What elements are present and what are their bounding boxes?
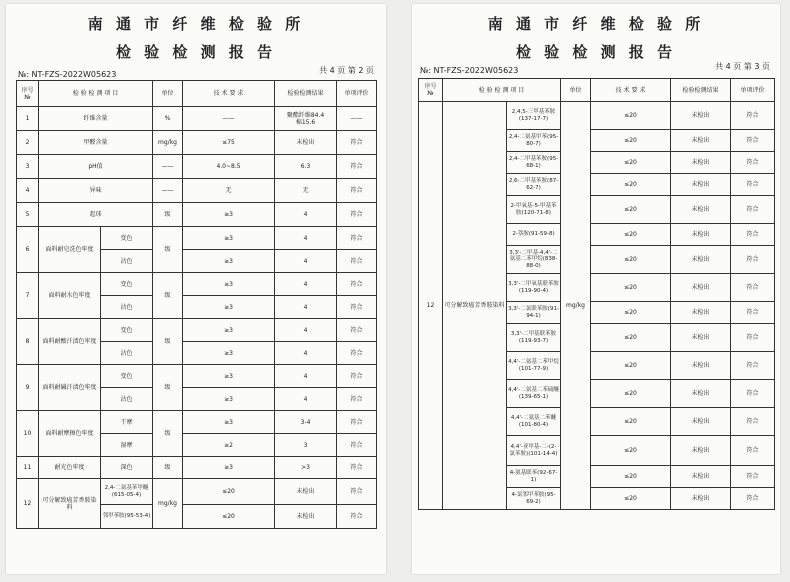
col-no: 序号 №: [17, 81, 39, 107]
row-unit: mg/kg: [153, 479, 183, 529]
row-result: 未检出: [671, 380, 731, 408]
row-no: 7: [17, 273, 39, 319]
row-result: 未检出: [671, 274, 731, 302]
row-requirement: ≤20: [591, 224, 671, 246]
table-header-row: [419, 79, 775, 102]
row-no: 1: [17, 107, 39, 131]
row-requirement: 无: [183, 179, 275, 203]
row-result: 未检出: [671, 324, 731, 352]
row-evaluation: 符合: [731, 130, 775, 152]
row-result: 未检出: [671, 302, 731, 324]
row-evaluation: 符合: [337, 434, 377, 457]
row-subitem: 4,4'-二氨基二苯硫醚(139-65-1): [507, 380, 561, 408]
report-page-2: [6, 4, 386, 574]
row-subitem: 3,3'-二甲氧基联苯胺(119-90-4): [507, 274, 561, 302]
row-unit: ——: [153, 155, 183, 179]
row-unit: 级: [153, 203, 183, 227]
row-evaluation: 符合: [731, 224, 775, 246]
row-no: 12: [419, 102, 443, 510]
row-result: 未检出: [671, 224, 731, 246]
row-result: 未检出: [671, 246, 731, 274]
row-result: 3-4: [275, 411, 337, 434]
row-no: 10: [17, 411, 39, 457]
row-result: 4: [275, 227, 337, 250]
row-unit: mg/kg: [561, 102, 591, 510]
row-item: 甲醛含量: [39, 131, 153, 155]
row-requirement: ≤20: [183, 479, 275, 505]
row-evaluation: 符合: [731, 274, 775, 302]
row-result: 未检出: [671, 352, 731, 380]
row-subitem: 沾色: [101, 342, 153, 365]
row-requirement: ≤20: [591, 488, 671, 510]
report-number: №: NT-FZS-2022W05623: [18, 70, 117, 79]
row-evaluation: 符合: [731, 246, 775, 274]
row-evaluation: 符合: [731, 196, 775, 224]
row-item: 异味: [39, 179, 153, 203]
row-evaluation: 符合: [337, 479, 377, 505]
row-result: 未检出: [671, 102, 731, 130]
row-result: 4: [275, 342, 337, 365]
row-unit: 级: [153, 273, 183, 319]
row-evaluation: 符合: [337, 319, 377, 342]
row-subitem: 2,4,5-三甲基苯胺(137-17-7): [507, 102, 561, 130]
col-unit: 单位: [153, 81, 183, 107]
row-requirement: ≤20: [183, 505, 275, 529]
row-result: 无: [275, 179, 337, 203]
row-subitem: 干摩: [101, 411, 153, 434]
row-requirement: ≥3: [183, 342, 275, 365]
row-requirement: ≥3: [183, 227, 275, 250]
row-result: 4: [275, 203, 337, 227]
row-evaluation: 符合: [337, 365, 377, 388]
report-title: 检 验 检 测 报 告: [115, 43, 277, 61]
table-header-row: [17, 81, 377, 107]
row-requirement: 4.0~8.5: [183, 155, 275, 179]
row-item: pH值: [39, 155, 153, 179]
row-requirement: ≤20: [591, 352, 671, 380]
row-evaluation: 符合: [731, 380, 775, 408]
report-page-3: [412, 4, 780, 574]
table-row: [17, 203, 377, 227]
row-result: 4: [275, 319, 337, 342]
row-requirement: ≤20: [591, 174, 671, 196]
row-requirement: ≥3: [183, 296, 275, 319]
row-item: 耐光色牢度: [39, 457, 101, 479]
row-unit: 级: [153, 365, 183, 411]
row-requirement: ≤20: [591, 102, 671, 130]
row-item: 面料耐摩擦色牢度: [39, 411, 101, 457]
row-evaluation: 符合: [731, 174, 775, 196]
row-unit: 级: [153, 457, 183, 479]
row-subitem: 4,4'-二氨基二苯甲烷(101-77-9): [507, 352, 561, 380]
row-subitem: 变色: [101, 227, 153, 250]
row-evaluation: 符合: [337, 505, 377, 529]
row-subitem: 2,6-二甲基苯胺(87-62-7): [507, 174, 561, 196]
row-result: 未检出: [275, 479, 337, 505]
row-subitem: 4,4'-亚甲基-二-(2-氯苯胺)(101-14-4): [507, 436, 561, 466]
row-subitem: 4-氨基联苯(92-67-1): [507, 466, 561, 488]
report-title: 检 验 检 测 报 告: [515, 43, 677, 61]
row-evaluation: 符合: [731, 324, 775, 352]
page-info: 共 4 页 第 3 页: [715, 62, 770, 71]
row-subitem: 3,3'-二氯联苯胺(91-94-1): [507, 302, 561, 324]
row-evaluation: 符合: [731, 352, 775, 380]
row-requirement: ≤20: [591, 302, 671, 324]
table-row: [17, 479, 377, 505]
table-row: [17, 131, 377, 155]
row-subitem: 邻甲苯胺(95-53-4): [101, 505, 153, 529]
row-requirement: ≥3: [183, 411, 275, 434]
col-result: 检验检测结果: [275, 81, 337, 107]
row-evaluation: 符合: [337, 342, 377, 365]
row-requirement: ≤20: [591, 196, 671, 224]
table-row: [17, 179, 377, 203]
row-result: 未检出: [275, 131, 337, 155]
row-requirement: ≥2: [183, 434, 275, 457]
row-no: 8: [17, 319, 39, 365]
row-requirement: ≤20: [591, 324, 671, 352]
row-evaluation: 符合: [337, 250, 377, 273]
row-requirement: ≤20: [591, 436, 671, 466]
row-unit: 级: [153, 227, 183, 273]
row-evaluation: 符合: [337, 411, 377, 434]
row-result: 未检出: [671, 130, 731, 152]
row-result: 未检出: [671, 152, 731, 174]
row-subitem: 3,3'-二甲基联苯胺(119-93-7): [507, 324, 561, 352]
row-subitem: 沾色: [101, 388, 153, 411]
row-requirement: ≥3: [183, 457, 275, 479]
row-evaluation: 符合: [337, 388, 377, 411]
row-evaluation: 符合: [337, 273, 377, 296]
amine-rows: [419, 102, 775, 510]
row-no: 6: [17, 227, 39, 273]
row-result: 4: [275, 273, 337, 296]
row-subitem: 沾色: [101, 296, 153, 319]
row-requirement: ≥3: [183, 365, 275, 388]
col-requirement: 技 术 要 求: [591, 79, 671, 102]
row-requirement: ≤20: [591, 152, 671, 174]
report-number: №: NT-FZS-2022W05623: [420, 66, 519, 75]
row-result: 未检出: [671, 408, 731, 436]
row-result: 4: [275, 388, 337, 411]
row-item: 面料耐碱汗渍色牢度: [39, 365, 101, 411]
row-requirement: ≤20: [591, 380, 671, 408]
row-unit: ——: [153, 179, 183, 203]
inspection-table: [418, 78, 775, 510]
table-row: [17, 155, 377, 179]
col-no: 序号 №: [419, 79, 443, 102]
row-subitem: 变色: [101, 273, 153, 296]
row-subitem: 4-氯邻甲苯胺(95-69-2): [507, 488, 561, 510]
row-requirement: ≤20: [591, 130, 671, 152]
row-evaluation: 符合: [731, 436, 775, 466]
col-unit: 单位: [561, 79, 591, 102]
col-evaluation: 单项评价: [337, 81, 377, 107]
row-evaluation: 符合: [731, 302, 775, 324]
row-no: 9: [17, 365, 39, 411]
institute-title: 南 通 市 纤 维 检 验 所: [487, 15, 705, 33]
row-result: 未检出: [671, 436, 731, 466]
row-requirement: ≤20: [591, 408, 671, 436]
col-requirement: 技 术 要 求: [183, 81, 275, 107]
col-result: 检验检测结果: [671, 79, 731, 102]
row-result: 未检出: [671, 466, 731, 488]
row-subitem: 湿摩: [101, 434, 153, 457]
row-unit: mg/kg: [153, 131, 183, 155]
row-item: 纤维含量: [39, 107, 153, 131]
page-info: 共 4 页 第 2 页: [319, 66, 374, 75]
table-row: [17, 365, 377, 388]
row-requirement: ≤75: [183, 131, 275, 155]
row-no: 12: [17, 479, 39, 529]
row-evaluation: 符合: [337, 296, 377, 319]
inspection-table: [16, 80, 377, 529]
row-result: 未检出: [671, 174, 731, 196]
row-requirement: ≥3: [183, 250, 275, 273]
table-row: [17, 273, 377, 296]
row-item: 面料耐酸汗渍色牢度: [39, 319, 101, 365]
row-evaluation: 符合: [337, 179, 377, 203]
row-evaluation: 符合: [731, 488, 775, 510]
table-row: [17, 107, 377, 131]
row-result: 聚酯纤维84.4 棉15.6: [275, 107, 337, 131]
row-unit: 级: [153, 411, 183, 457]
row-requirement: ——: [183, 107, 275, 131]
row-subitem: 3,3'-二甲基-4,4'-二氨基二苯甲烷(838-88-0): [507, 246, 561, 274]
row-unit: 级: [153, 319, 183, 365]
row-requirement: ≥3: [183, 203, 275, 227]
row-evaluation: 符合: [337, 203, 377, 227]
row-result: 未检出: [275, 505, 337, 529]
row-no: 11: [17, 457, 39, 479]
row-evaluation: 符合: [731, 102, 775, 130]
row-subitem: 沾色: [101, 250, 153, 273]
row-no: 3: [17, 155, 39, 179]
row-result: 4: [275, 365, 337, 388]
row-item: 面料耐水色牢度: [39, 273, 101, 319]
table-row: [17, 319, 377, 342]
row-no: 5: [17, 203, 39, 227]
row-result: 6.3: [275, 155, 337, 179]
row-item: 可分解致癌芳香胺染料: [39, 479, 101, 529]
row-requirement: ≥3: [183, 273, 275, 296]
row-result: 4: [275, 250, 337, 273]
institute-title: 南 通 市 纤 维 检 验 所: [87, 15, 305, 33]
row-unit: %: [153, 107, 183, 131]
row-no: 2: [17, 131, 39, 155]
col-item: 检 验 检 测 项 目: [443, 79, 561, 102]
row-subitem: 变色: [101, 319, 153, 342]
table-row: [419, 102, 775, 130]
row-evaluation: 符合: [731, 408, 775, 436]
table-row: [17, 457, 377, 479]
row-item: 可分解致癌芳香胺染料: [443, 102, 507, 510]
row-item: 面料耐皂洗色牢度: [39, 227, 101, 273]
row-no: 4: [17, 179, 39, 203]
row-evaluation: 符合: [337, 457, 377, 479]
row-subitem: 2,4-二甲基苯胺(95-68-1): [507, 152, 561, 174]
row-evaluation: 符合: [337, 227, 377, 250]
row-requirement: ≤20: [591, 466, 671, 488]
row-evaluation: ——: [337, 107, 377, 131]
table-row: [17, 227, 377, 250]
row-subitem: 2,4-二氨基甲苯(95-80-7): [507, 130, 561, 152]
col-item: 检 验 检 测 项 目: [39, 81, 153, 107]
table-row: [17, 411, 377, 434]
row-requirement: ≤20: [591, 274, 671, 302]
row-item: 起球: [39, 203, 153, 227]
row-result: 未检出: [671, 488, 731, 510]
row-requirement: ≥3: [183, 388, 275, 411]
row-result: 未检出: [671, 196, 731, 224]
row-result: 3: [275, 434, 337, 457]
row-subitem: 深色: [101, 457, 153, 479]
row-result: 4: [275, 296, 337, 319]
row-evaluation: 符合: [337, 131, 377, 155]
row-evaluation: 符合: [731, 152, 775, 174]
row-subitem: 4,4'-二氨基二苯醚(101-80-4): [507, 408, 561, 436]
row-result: >3: [275, 457, 337, 479]
row-requirement: ≥3: [183, 319, 275, 342]
row-subitem: 2,4-二氨基苯甲醚(615-05-4): [101, 479, 153, 505]
row-subitem: 2-萘胺(91-59-8): [507, 224, 561, 246]
row-subitem: 变色: [101, 365, 153, 388]
row-evaluation: 符合: [337, 155, 377, 179]
col-evaluation: 单项评价: [731, 79, 775, 102]
row-subitem: 2-甲氧基-5-甲基苯胺(120-71-8): [507, 196, 561, 224]
row-evaluation: 符合: [731, 466, 775, 488]
row-requirement: ≤20: [591, 246, 671, 274]
